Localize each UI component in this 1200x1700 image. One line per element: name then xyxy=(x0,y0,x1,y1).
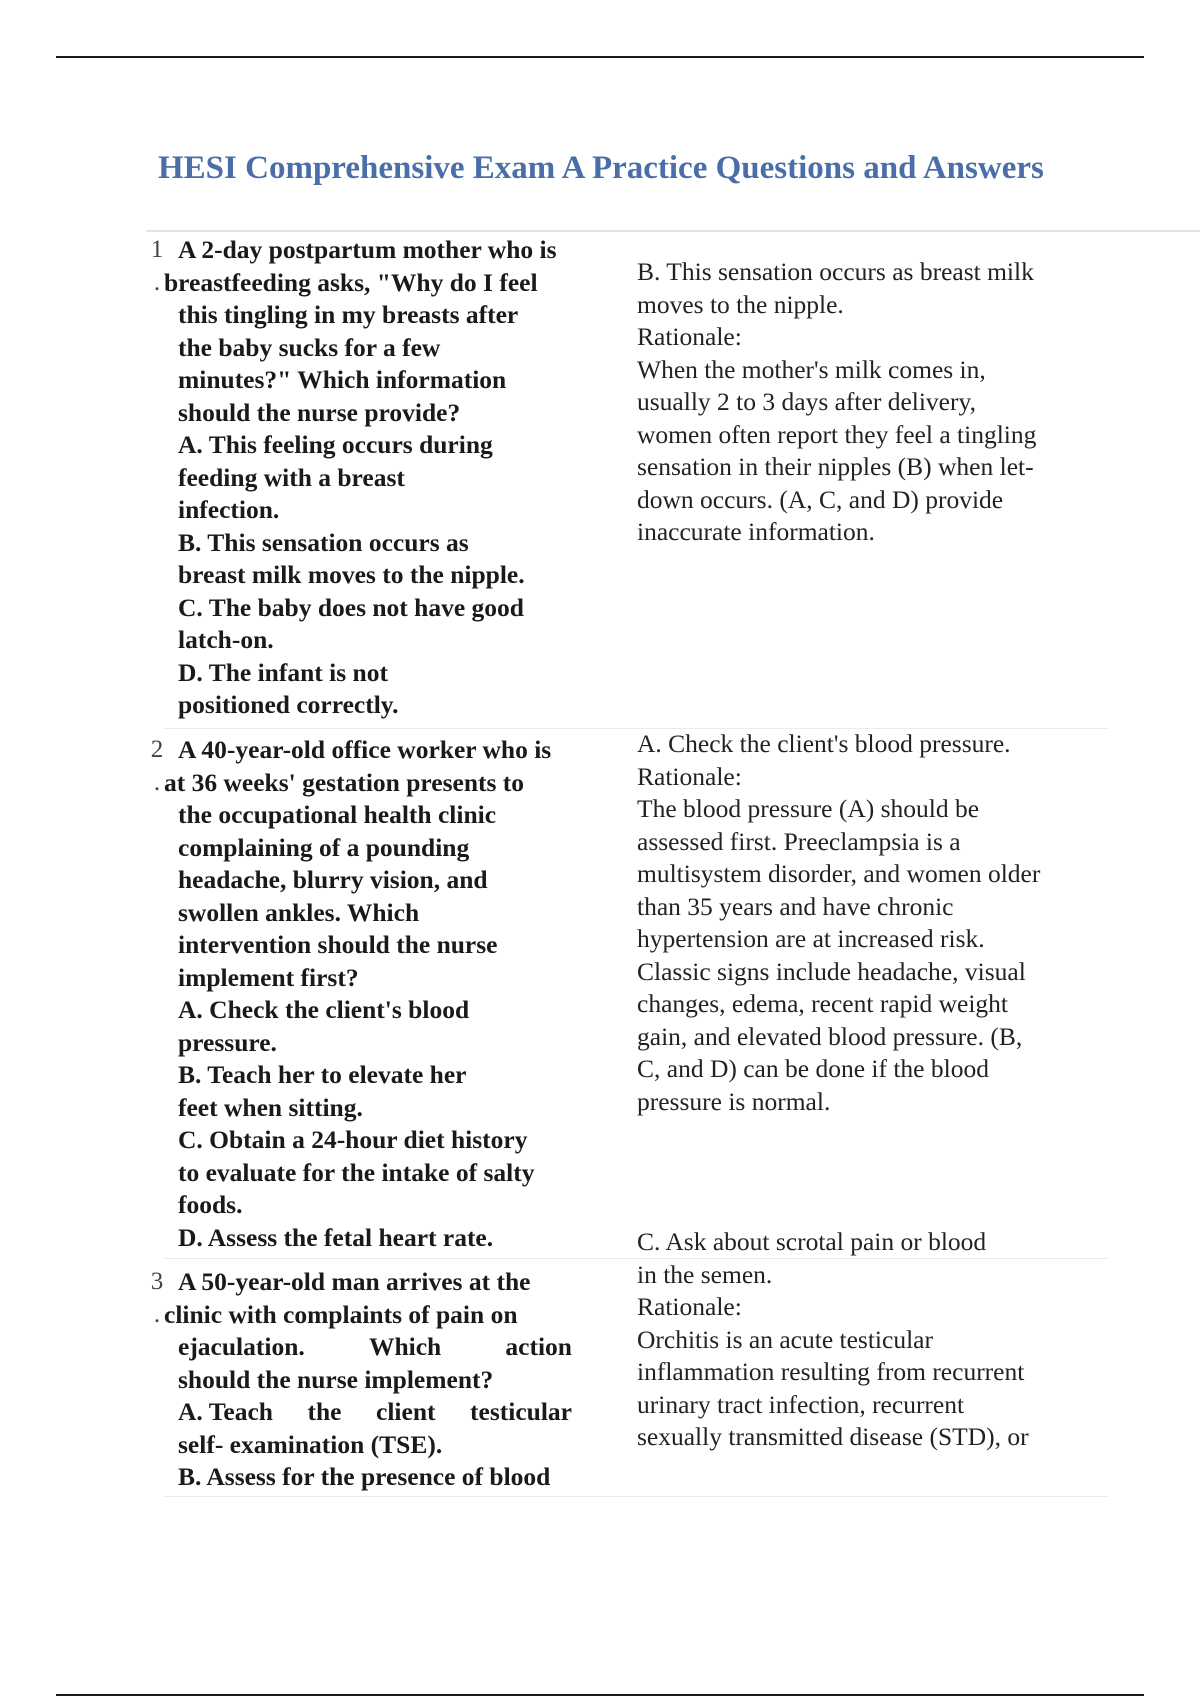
answer-line: inaccurate information. xyxy=(637,517,875,546)
question-option-line: breast milk moves to the nipple. xyxy=(178,560,525,589)
question-stem-line: should the nurse provide? xyxy=(178,397,461,427)
justified-word: the xyxy=(307,1397,342,1426)
question-option-line: feet when sitting. xyxy=(178,1092,363,1122)
question-text xyxy=(164,234,608,722)
answer-line: sexually transmitted disease (STD), or xyxy=(637,1422,1029,1451)
question-stem-line: A 2-day postpartum mother who is xyxy=(178,235,557,264)
question-option-line: infection. xyxy=(178,495,280,524)
question-number-dot: . xyxy=(153,768,161,796)
answer-line: down occurs. (A, C, and D) provide xyxy=(637,484,1004,514)
document-title: HESI Comprehensive Exam A Practice Questions and Answers xyxy=(158,150,1044,186)
answer-text xyxy=(637,728,1107,1118)
answer-text xyxy=(637,256,1107,549)
question-option-line: A. Check the client's blood xyxy=(178,995,470,1024)
answer-text xyxy=(637,1226,1107,1454)
question-number-value: 3 xyxy=(150,1268,164,1295)
answer-line: B. This sensation occurs as breast milk xyxy=(637,257,1034,286)
justified-word: action xyxy=(505,1332,572,1361)
justified-word: A. Teach xyxy=(178,1397,273,1426)
answer-line: Rationale: xyxy=(637,761,742,791)
answer-line: hypertension are at increased risk. xyxy=(637,924,985,953)
question-number-value: 1 xyxy=(150,236,164,263)
question-option-line: to evaluate for the intake of salty xyxy=(178,1157,535,1187)
question-number-value: 2 xyxy=(150,736,164,763)
question-option-line: D. Assess the fetal heart rate. xyxy=(178,1222,494,1252)
answer-line: sensation in their nipples (B) when let- xyxy=(637,452,1034,481)
question-text xyxy=(164,1266,608,1494)
justified-word: testicular xyxy=(470,1397,572,1426)
answer-line: Orchitis is an acute testicular xyxy=(637,1324,933,1354)
question-stem-line: implement first? xyxy=(178,962,359,992)
question-option-line: pressure. xyxy=(178,1027,277,1057)
question-stem-line: A 50-year-old man arrives at the xyxy=(178,1267,531,1296)
answer-line: multisystem disorder, and women older xyxy=(637,859,1041,888)
answer-line: C, and D) can be done if the blood xyxy=(637,1054,989,1083)
title-divider xyxy=(146,230,1200,232)
question-option-line: foods. xyxy=(178,1190,243,1219)
justified-word: Which xyxy=(368,1332,442,1361)
question-stem-line: the occupational health clinic xyxy=(178,800,497,829)
question-stem-line: should the nurse implement? xyxy=(178,1364,494,1394)
question-option-line: B. This sensation occurs as xyxy=(178,527,469,557)
question-stem-line: the baby sucks for a few xyxy=(178,332,441,362)
row-divider xyxy=(164,1496,1108,1497)
question-text xyxy=(164,734,608,1254)
question-stem-line: clinic with complaints of pain on xyxy=(164,1299,518,1329)
answer-line: urinary tract infection, recurrent xyxy=(637,1389,965,1419)
question-option-line: B. Teach her to elevate her xyxy=(178,1060,467,1089)
justified-word: client xyxy=(376,1397,436,1426)
answer-line: moves to the nipple. xyxy=(637,289,844,319)
answer-line: assessed first. Preeclampsia is a xyxy=(637,826,961,856)
answer-line: The blood pressure (A) should be xyxy=(637,794,980,823)
question-stem-line: intervention should the nurse xyxy=(178,930,498,959)
question-option-line: D. The infant is not xyxy=(178,657,388,687)
question-stem-line: breastfeeding asks, "Why do I feel xyxy=(164,267,538,297)
row-divider xyxy=(164,1258,1108,1259)
page-bottom-rule xyxy=(56,1694,1144,1696)
answer-line: Rationale: xyxy=(637,1292,742,1321)
page-top-rule xyxy=(56,56,1144,58)
question-stem-line: complaining of a pounding xyxy=(178,832,470,862)
question-stem-line: A 40-year-old office worker who is xyxy=(178,735,552,764)
answer-line: C. Ask about scrotal pain or blood xyxy=(637,1227,987,1256)
question-number-dot: . xyxy=(153,268,161,296)
question-option-line: A. This feeling occurs during xyxy=(178,430,493,459)
answer-line: A. Check the client's blood pressure. xyxy=(637,729,1011,758)
question-option-line: positioned correctly. xyxy=(178,690,399,719)
question-option-line: C. Obtain a 24-hour diet history xyxy=(178,1125,528,1154)
answer-line: inflammation resulting from recurrent xyxy=(637,1357,1025,1386)
answer-line: than 35 years and have chronic xyxy=(637,891,954,921)
answer-line: pressure is normal. xyxy=(637,1086,831,1116)
answer-line: Rationale: xyxy=(637,322,742,351)
question-stem-line: swollen ankles. Which xyxy=(178,897,420,927)
question-stem-line: minutes?" Which information xyxy=(178,365,507,394)
answer-line: women often report they feel a tingling xyxy=(637,419,1037,449)
question-option-line: latch-on. xyxy=(178,625,274,654)
answer-line: changes, edema, recent rapid weight xyxy=(637,989,1008,1018)
answer-line: usually 2 to 3 days after delivery, xyxy=(637,387,976,416)
question-option-line: self- examination (TSE). xyxy=(178,1429,443,1459)
answer-line: gain, and elevated blood pressure. (B, xyxy=(637,1021,1023,1051)
question-stem-line: headache, blurry vision, and xyxy=(178,865,488,894)
justified-word: ejaculation. xyxy=(178,1332,305,1361)
question-option-line: feeding with a breast xyxy=(178,462,405,492)
question-number-dot: . xyxy=(153,1300,161,1328)
answer-line: Classic signs include headache, visual xyxy=(637,956,1026,986)
question-option-line xyxy=(178,1396,572,1429)
question-option-line: B. Assess for the presence of blood xyxy=(178,1462,551,1491)
question-stem-line xyxy=(178,1331,572,1364)
question-stem-line: this tingling in my breasts after xyxy=(178,300,519,329)
question-option-line: C. The baby does not have good xyxy=(178,592,524,622)
answer-line: in the semen. xyxy=(637,1259,773,1289)
question-stem-line: at 36 weeks' gestation presents to xyxy=(164,767,525,797)
answer-line: When the mother's milk comes in, xyxy=(637,354,986,384)
